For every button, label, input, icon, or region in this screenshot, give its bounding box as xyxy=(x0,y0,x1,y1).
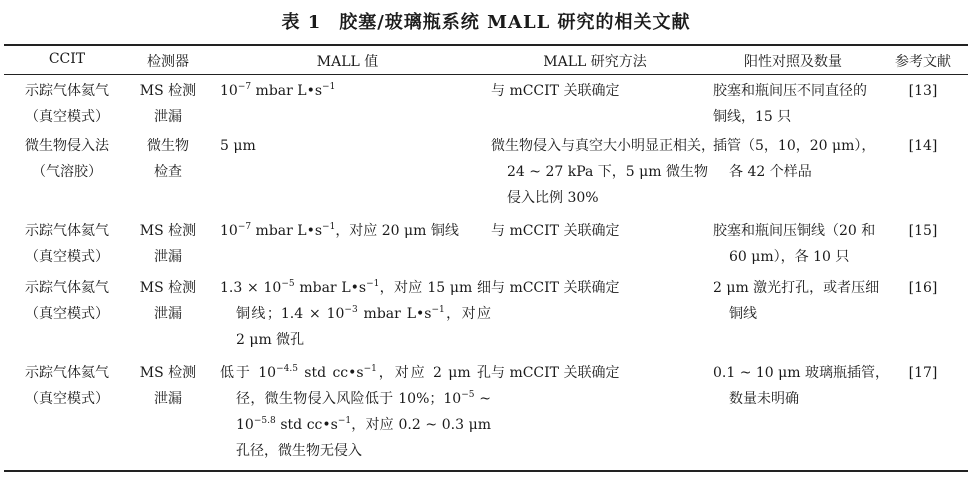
cell-reference: [17] xyxy=(908,365,938,381)
cell-detector xyxy=(130,275,206,327)
cell-positive-control: 0.1 ~ 10 μm 玻璃瓶插管，数量未明确 xyxy=(713,365,889,407)
mall-exponent: −7 xyxy=(237,82,252,92)
mall-text: 1.3 × 10 xyxy=(220,280,282,296)
mall-exponent: −1 xyxy=(322,82,336,92)
header-rule xyxy=(4,74,968,75)
header-mall-value: MALL 值 xyxy=(316,54,379,70)
detector-line: 检查 xyxy=(154,164,182,180)
cell-mall-value: 5 μm xyxy=(220,138,256,154)
header-ccit: CCIT xyxy=(48,51,86,67)
cell-mall-method: 与 mCCIT 关联确定 xyxy=(491,365,620,381)
detector-line: MS 检测 xyxy=(139,83,197,99)
cell-mall-value xyxy=(220,360,491,464)
cell-detector xyxy=(130,78,206,130)
cell-ccit xyxy=(8,133,126,185)
caption-title: 胶塞/玻璃瓶系统 MALL 研究的相关文献 xyxy=(339,12,691,33)
mall-text: mbar L•s xyxy=(357,306,432,322)
mall-text: 低于 10 xyxy=(220,365,277,381)
ccit-line: 示踪气体氦气 xyxy=(25,280,109,296)
cell-mall-method: 与 mCCIT 关联确定 xyxy=(491,83,620,99)
cell-reference: [14] xyxy=(908,138,938,154)
cell-positive-control: 胶塞和瓶间压铜线（20 和 60 μm），各 10 只 xyxy=(713,223,876,265)
ccit-line: 示踪气体氦气 xyxy=(25,365,109,381)
cell-positive-control: 插管（5，10，20 μm），各 42 个样品 xyxy=(713,138,876,180)
cell-mall-method: 与 mCCIT 关联确定 xyxy=(491,280,620,296)
mall-exponent: −3 xyxy=(344,305,358,315)
top-rule xyxy=(4,44,968,46)
header-positive-control: 阳性对照及数量 xyxy=(744,54,842,70)
header-mall-method: MALL 研究方法 xyxy=(543,54,647,70)
cell-positive-control: 胶塞和瓶间压不同直径的铜线，15 只 xyxy=(713,83,867,125)
cell-detector xyxy=(130,360,206,412)
mall-text: ，对应 20 μm 铜线 xyxy=(335,223,459,239)
cell-detector xyxy=(130,218,206,270)
detector-line: MS 检测 xyxy=(139,223,197,239)
ccit-line: （真空模式） xyxy=(25,306,109,322)
cell-reference: [13] xyxy=(908,83,938,99)
table-caption xyxy=(0,8,972,34)
mall-text: ~ 10 xyxy=(236,391,491,433)
mall-exponent: −1 xyxy=(366,279,380,289)
mall-text: mbar L•s xyxy=(251,223,323,239)
detector-line: MS 检测 xyxy=(139,365,197,381)
detector-line: 泄漏 xyxy=(154,109,182,125)
cell-detector xyxy=(130,133,206,185)
caption-number: 表 1 xyxy=(281,12,322,33)
ccit-line: 示踪气体氦气 xyxy=(25,223,109,239)
ccit-line: （真空模式） xyxy=(25,391,109,407)
mall-text: std cc•s xyxy=(275,417,338,433)
detector-line: 泄漏 xyxy=(154,391,182,407)
detector-line: MS 检测 xyxy=(139,280,197,296)
mall-text: 10 xyxy=(220,83,238,99)
cell-mall-value xyxy=(220,275,491,353)
ccit-line: （真空模式） xyxy=(25,249,109,265)
cell-reference: [16] xyxy=(908,280,938,296)
detector-line: 微生物 xyxy=(147,138,189,154)
cell-positive-control: 2 μm 激光打孔，或者压细铜线 xyxy=(713,280,880,322)
cell-mall-method: 微生物侵入与真空大小明显正相关，24 ~ 27 kPa 下，5 μm 微生物侵入比例 30% xyxy=(491,138,715,206)
mall-text: ，对应 2 μm 微孔 xyxy=(236,306,491,348)
mall-text: ，对应 0.2 ~ 0.3 μm 孔径，微生物无侵入 xyxy=(236,417,491,459)
mall-text: ，对应 15 μm 细铜线；1.4 × 10 xyxy=(236,280,491,322)
detector-line: 泄漏 xyxy=(154,249,182,265)
cell-mall-value xyxy=(220,78,475,104)
ccit-line: （气溶胶） xyxy=(32,164,102,180)
ccit-line: 微生物侵入法 xyxy=(25,138,109,154)
mall-text: std cc•s xyxy=(297,365,364,381)
bottom-rule xyxy=(4,470,968,472)
mall-exponent: −1 xyxy=(431,305,445,315)
cell-mall-method: 与 mCCIT 关联确定 xyxy=(491,223,620,239)
mall-exponent: −1 xyxy=(322,222,336,232)
cell-ccit xyxy=(8,275,126,327)
mall-text: ，对应 2 μm 孔径，微生物侵入风险低于 10%；10 xyxy=(236,365,491,407)
mall-exponent: −1 xyxy=(363,364,377,374)
mall-exponent: −4.5 xyxy=(276,364,298,374)
header-reference: 参考文献 xyxy=(895,54,951,70)
detector-line: 泄漏 xyxy=(154,306,182,322)
mall-text: mbar L•s xyxy=(294,280,367,296)
mall-exponent: −5 xyxy=(281,279,295,289)
ccit-line: 示踪气体氦气 xyxy=(25,83,109,99)
ccit-line: （真空模式） xyxy=(25,109,109,125)
mall-text: mbar L•s xyxy=(251,83,323,99)
mall-exponent: −7 xyxy=(237,222,252,232)
cell-ccit xyxy=(8,78,126,130)
cell-mall-value xyxy=(220,218,475,244)
mall-exponent: −5 xyxy=(461,390,475,400)
header-detector: 检测器 xyxy=(147,54,189,70)
mall-text: 10 xyxy=(220,223,238,239)
mall-exponent: −5.8 xyxy=(253,416,276,426)
cell-ccit xyxy=(8,218,126,270)
mall-exponent: −1 xyxy=(337,416,352,426)
cell-ccit xyxy=(8,360,126,412)
cell-reference: [15] xyxy=(908,223,938,239)
